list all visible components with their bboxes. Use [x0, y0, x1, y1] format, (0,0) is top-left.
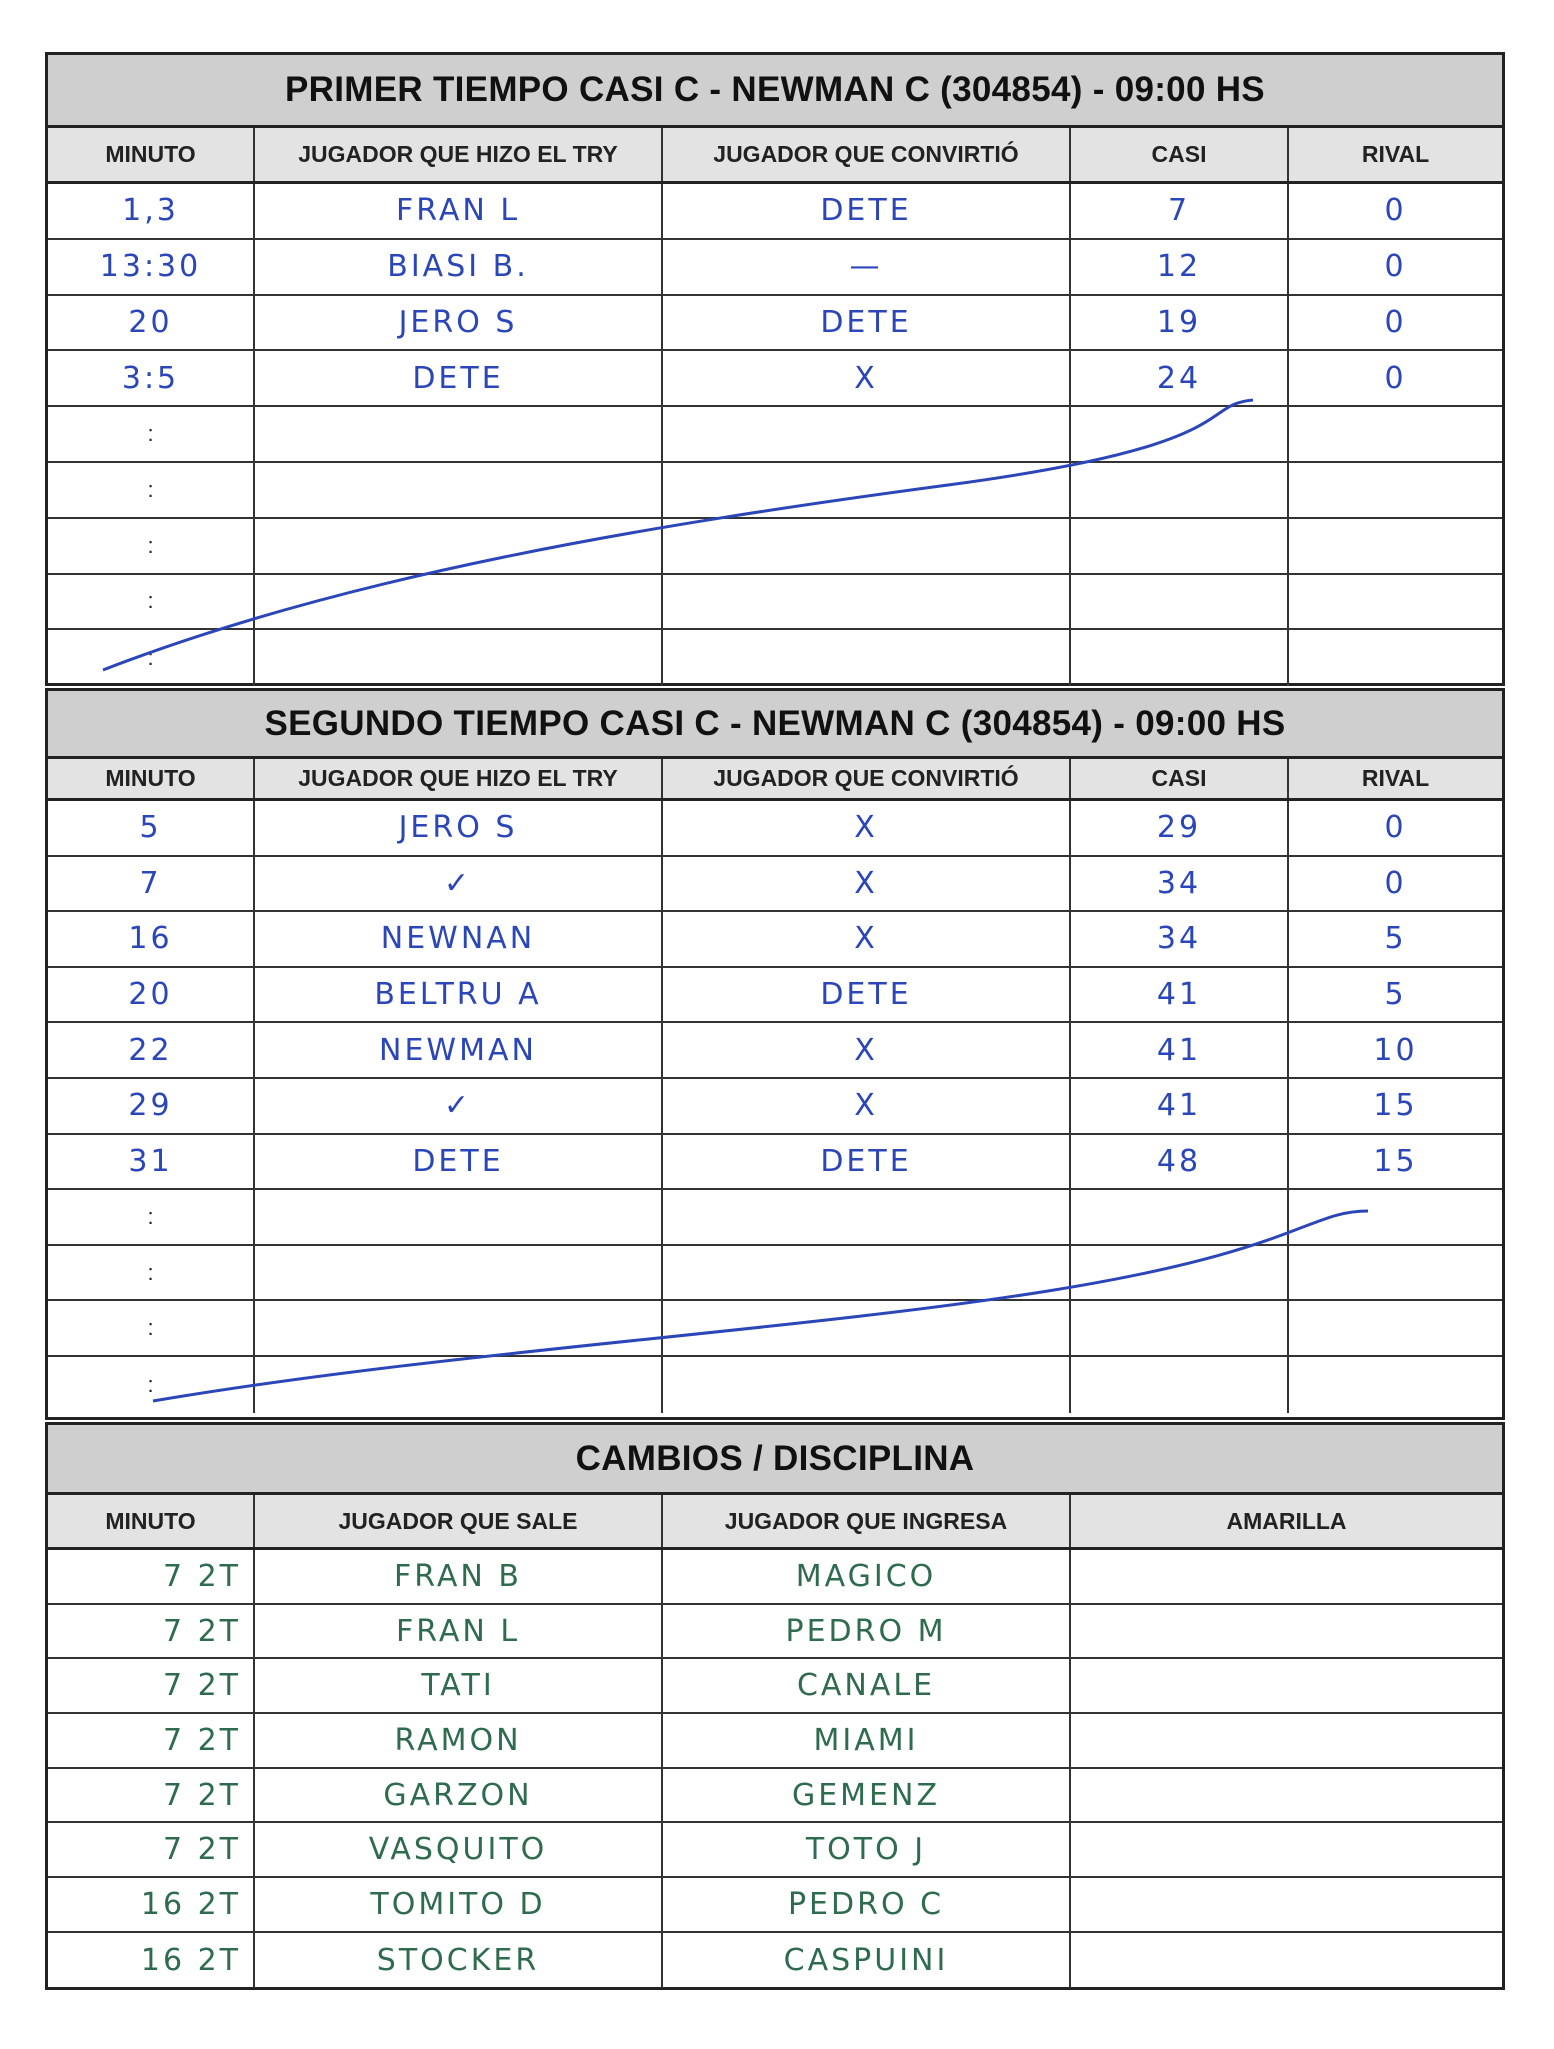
try-player-cell-text: DETE [412, 1143, 504, 1179]
table-row [48, 407, 1502, 463]
rival-score-cell [1289, 184, 1502, 238]
table-row [48, 968, 1502, 1024]
casi-score-cell-text: 29 [1156, 810, 1202, 846]
header-minuto: MINUTO [48, 128, 255, 181]
casi-score-cell-text: 7 [1167, 193, 1191, 229]
player-out-cell [255, 1714, 663, 1767]
conversion-player-cell [663, 1246, 1071, 1300]
minuto-cell [48, 463, 255, 517]
casi-score-cell [1071, 1301, 1289, 1355]
minuto-cell-text: 7 2T [162, 1722, 241, 1758]
try-player-cell [255, 857, 663, 911]
table-row [48, 1823, 1502, 1878]
yellow-card-cell [1071, 1823, 1502, 1876]
conversion-player-cell [663, 463, 1071, 517]
minuto-cell [48, 351, 255, 405]
rival-score-cell-text: 0 [1384, 360, 1407, 396]
minuto-cell [48, 1190, 255, 1244]
casi-score-cell [1071, 630, 1289, 686]
minuto-cell [48, 1605, 255, 1658]
try-player-cell [255, 1190, 663, 1244]
rival-score-cell [1289, 1079, 1502, 1133]
player-in-cell [663, 1550, 1071, 1603]
player-out-cell [255, 1659, 663, 1712]
casi-score-cell [1071, 1357, 1289, 1413]
table-row [48, 1190, 1502, 1246]
table-row [48, 1605, 1502, 1660]
conversion-player-cell [663, 519, 1071, 573]
second-half-header-row [48, 759, 1502, 801]
table-row [48, 1550, 1502, 1605]
yellow-card-cell [1071, 1605, 1502, 1658]
conversion-player-cell-text: X [854, 1088, 878, 1124]
minuto-cell-text: 3:5 [121, 360, 180, 396]
minuto-cell-text: 29 [128, 1088, 173, 1124]
header-rival: RIVAL [1361, 141, 1430, 167]
header-minuto: MINUTO [48, 759, 255, 798]
minuto-cell [48, 630, 255, 686]
header-conv: JUGADOR QUE CONVIRTIÓ [663, 759, 1071, 798]
minuto-cell-text: : [147, 476, 154, 502]
rival-score-cell-text: 0 [1384, 249, 1407, 285]
minuto-cell-text: 7 2T [162, 1668, 241, 1704]
changes-rows [48, 1550, 1502, 1988]
player-in-cell [663, 1823, 1071, 1876]
minuto-cell-text: 5 [139, 810, 162, 846]
minuto-cell [48, 857, 255, 911]
minuto-cell-text: 20 [128, 977, 173, 1013]
first-half-rows [48, 184, 1502, 686]
conversion-player-cell [663, 968, 1071, 1022]
player-out-cell-text: FRAN L [395, 1613, 521, 1649]
yellow-card-cell [1071, 1550, 1502, 1603]
conversion-player-cell-text: X [854, 810, 878, 846]
header-casi: CASI [1071, 128, 1289, 181]
casi-score-cell [1071, 857, 1289, 911]
try-player-cell-text: NEWNAN [380, 921, 536, 957]
player-in-cell [663, 1714, 1071, 1767]
player-out-cell [255, 1878, 663, 1931]
player-out-cell-text: VASQUITO [368, 1832, 548, 1868]
rival-score-cell [1289, 407, 1502, 461]
rival-score-cell [1289, 575, 1502, 629]
table-row [48, 1659, 1502, 1714]
casi-score-cell-text: 34 [1156, 865, 1202, 901]
table-row [48, 1135, 1502, 1191]
rival-score-cell-text: 0 [1384, 304, 1407, 340]
conversion-player-cell [663, 296, 1071, 350]
header-ingresa: JUGADOR QUE INGRESA [663, 1495, 1071, 1547]
conversion-player-cell [663, 351, 1071, 405]
minuto-cell [48, 968, 255, 1022]
casi-score-cell [1071, 968, 1289, 1022]
yellow-card-cell [1071, 1659, 1502, 1712]
rival-score-cell [1289, 968, 1502, 1022]
table-row [48, 857, 1502, 913]
minuto-cell-text: 7 2T [162, 1558, 241, 1594]
rival-score-cell-text: 15 [1373, 1088, 1418, 1124]
conversion-player-cell [663, 1190, 1071, 1244]
player-out-cell [255, 1769, 663, 1822]
try-player-cell-text: ✓ [443, 1088, 473, 1124]
minuto-cell [48, 801, 255, 855]
rival-score-cell-text: 0 [1384, 810, 1407, 846]
conversion-player-cell [663, 407, 1071, 461]
minuto-cell [48, 1659, 255, 1712]
header-amarilla: AMARILLA [1226, 1507, 1347, 1534]
minuto-cell-text: : [147, 532, 154, 558]
casi-score-cell [1071, 407, 1289, 461]
try-player-cell-text: NEWMAN [379, 1032, 537, 1068]
casi-score-cell [1071, 519, 1289, 573]
conversion-player-cell-text: — [849, 249, 883, 285]
try-player-cell [255, 240, 663, 294]
minuto-cell-text: : [147, 645, 154, 671]
try-player-cell-text: BIASI B. [387, 249, 529, 285]
yellow-card-cell [1071, 1714, 1502, 1767]
player-in-cell [663, 1878, 1071, 1931]
conversion-player-cell [663, 912, 1071, 966]
try-player-cell [255, 1023, 663, 1077]
try-player-cell [255, 407, 663, 461]
table-row [48, 1357, 1502, 1413]
rival-score-cell [1289, 857, 1502, 911]
player-out-cell [255, 1823, 663, 1876]
rival-score-cell-text: 0 [1384, 865, 1407, 901]
header-minuto: MINUTO [48, 1495, 255, 1547]
conversion-player-cell-text: DETE [820, 1143, 912, 1179]
table-row [48, 1878, 1502, 1933]
second-half-title: SEGUNDO TIEMPO CASI C - NEWMAN C (304854) - 09:00 HS [48, 691, 1502, 759]
minuto-cell [48, 1823, 255, 1876]
minuto-cell-text: : [147, 588, 154, 614]
player-in-cell-text: PEDRO M [785, 1613, 947, 1649]
minuto-cell [48, 1135, 255, 1189]
player-out-cell [255, 1550, 663, 1603]
minuto-cell [48, 519, 255, 573]
casi-score-cell [1071, 575, 1289, 629]
minuto-cell-text: 7 [139, 865, 162, 901]
minuto-cell-text: : [147, 1315, 154, 1341]
first-half-section [45, 52, 1505, 686]
player-in-cell-text: MAGICO [795, 1558, 937, 1594]
try-player-cell [255, 575, 663, 629]
try-player-cell [255, 1357, 663, 1413]
table-row [48, 1079, 1502, 1135]
rival-score-cell [1289, 519, 1502, 573]
try-player-cell [255, 1079, 663, 1133]
casi-score-cell [1071, 1135, 1289, 1189]
conversion-player-cell [663, 575, 1071, 629]
second-half-rows [48, 801, 1502, 1413]
table-row [48, 1246, 1502, 1302]
try-player-cell-text: JERO S [398, 304, 518, 340]
minuto-cell-text: 16 2T [140, 1886, 241, 1922]
casi-score-cell [1071, 1023, 1289, 1077]
table-row [48, 1769, 1502, 1824]
minuto-cell [48, 1714, 255, 1767]
rival-score-cell-text: 5 [1384, 921, 1407, 957]
conversion-player-cell-text: X [854, 921, 878, 957]
player-out-cell-text: TOMITO D [370, 1886, 546, 1922]
yellow-card-cell [1071, 1769, 1502, 1822]
try-player-cell [255, 296, 663, 350]
header-casi: CASI [1071, 759, 1289, 798]
casi-score-cell-text: 41 [1156, 977, 1202, 1013]
minuto-cell [48, 1878, 255, 1931]
minuto-cell [48, 1550, 255, 1603]
conversion-player-cell-text: DETE [820, 304, 912, 340]
minuto-cell-text: 22 [128, 1032, 173, 1068]
try-player-cell [255, 1246, 663, 1300]
header-conv: JUGADOR QUE CONVIRTIÓ [663, 128, 1071, 181]
try-player-cell [255, 519, 663, 573]
conversion-player-cell [663, 1079, 1071, 1133]
minuto-cell-text: : [147, 1259, 154, 1285]
player-in-cell-text: GEMENZ [791, 1777, 941, 1813]
casi-score-cell [1071, 801, 1289, 855]
try-player-cell-text: JERO S [398, 810, 518, 846]
yellow-card-cell [1071, 1933, 1502, 1988]
conversion-player-cell-text: X [854, 1032, 878, 1068]
minuto-cell [48, 1023, 255, 1077]
player-out-cell-text: TATI [421, 1668, 495, 1704]
minuto-cell-text: 16 2T [140, 1942, 241, 1978]
casi-score-cell [1071, 1079, 1289, 1133]
player-in-cell-text: CASPUINI [783, 1942, 949, 1978]
minuto-cell-text: 7 2T [162, 1777, 241, 1813]
minuto-cell [48, 296, 255, 350]
minuto-cell-text: 31 [128, 1143, 173, 1179]
player-out-cell-text: GARZON [383, 1777, 533, 1813]
table-row [48, 912, 1502, 968]
player-out-cell [255, 1933, 663, 1988]
minuto-cell [48, 1079, 255, 1133]
player-in-cell [663, 1933, 1071, 1988]
table-row [48, 184, 1502, 240]
try-player-cell-text: ✓ [443, 865, 473, 901]
casi-score-cell [1071, 463, 1289, 517]
player-out-cell-text: STOCKER [376, 1942, 540, 1978]
conversion-player-cell [663, 801, 1071, 855]
rival-score-cell [1289, 1190, 1502, 1244]
casi-score-cell-text: 41 [1156, 1032, 1202, 1068]
casi-score-cell [1071, 1190, 1289, 1244]
casi-score-cell [1071, 351, 1289, 405]
minuto-cell-text: : [147, 421, 154, 447]
yellow-card-cell [1071, 1878, 1502, 1931]
conversion-player-cell [663, 1135, 1071, 1189]
changes-section [45, 1422, 1505, 1990]
player-in-cell-text: PEDRO C [787, 1886, 945, 1922]
player-in-cell [663, 1605, 1071, 1658]
header-try: JUGADOR QUE HIZO EL TRY [255, 759, 663, 798]
casi-score-cell-text: 41 [1156, 1088, 1202, 1124]
try-player-cell [255, 1301, 663, 1355]
casi-score-cell-text: 12 [1156, 249, 1202, 285]
table-row [48, 1301, 1502, 1357]
conversion-player-cell [663, 1301, 1071, 1355]
player-out-cell [255, 1605, 663, 1658]
minuto-cell [48, 912, 255, 966]
try-player-cell [255, 912, 663, 966]
first-half-title: PRIMER TIEMPO CASI C - NEWMAN C (304854) - 09:00 HS [48, 55, 1502, 128]
table-row [48, 801, 1502, 857]
table-row [48, 1023, 1502, 1079]
second-half-section [45, 688, 1505, 1420]
rival-score-cell [1289, 351, 1502, 405]
rival-score-cell [1289, 912, 1502, 966]
minuto-cell [48, 407, 255, 461]
minuto-cell [48, 1246, 255, 1300]
table-row [48, 1933, 1502, 1988]
minuto-cell [48, 1301, 255, 1355]
conversion-player-cell-text: X [854, 360, 878, 396]
casi-score-cell-text: 48 [1156, 1143, 1202, 1179]
minuto-cell [48, 1769, 255, 1822]
rival-score-cell [1289, 463, 1502, 517]
rival-score-cell [1289, 296, 1502, 350]
minuto-cell-text: 20 [128, 304, 173, 340]
first-half-header-row [48, 128, 1502, 184]
minuto-cell-text: : [147, 1203, 154, 1229]
minuto-cell [48, 1933, 255, 1988]
conversion-player-cell-text: X [854, 865, 878, 901]
header-rival: RIVAL [1361, 765, 1430, 791]
conversion-player-cell [663, 857, 1071, 911]
rival-score-cell-text: 15 [1373, 1143, 1418, 1179]
try-player-cell-text: BELTRU A [374, 977, 542, 1013]
rival-score-cell [1289, 240, 1502, 294]
conversion-player-cell [663, 1357, 1071, 1413]
rival-score-cell-text: 5 [1384, 977, 1407, 1013]
conversion-player-cell-text: DETE [820, 193, 912, 229]
table-row [48, 463, 1502, 519]
try-player-cell [255, 630, 663, 686]
rival-score-cell [1289, 1246, 1502, 1300]
casi-score-cell [1071, 240, 1289, 294]
rival-score-cell-text: 0 [1384, 193, 1407, 229]
try-player-cell [255, 1135, 663, 1189]
table-row [48, 630, 1502, 686]
try-player-cell [255, 968, 663, 1022]
minuto-cell-text: 16 [128, 921, 173, 957]
minuto-cell [48, 240, 255, 294]
minuto-cell-text: 1,3 [122, 193, 179, 229]
header-sale: JUGADOR QUE SALE [255, 1495, 663, 1547]
rival-score-cell-text: 10 [1373, 1032, 1418, 1068]
try-player-cell-text: DETE [412, 360, 504, 396]
casi-score-cell-text: 19 [1156, 304, 1202, 340]
try-player-cell-text: FRAN L [395, 193, 521, 229]
player-out-cell-text: RAMON [394, 1722, 522, 1758]
table-row [48, 351, 1502, 407]
casi-score-cell [1071, 1246, 1289, 1300]
casi-score-cell-text: 24 [1156, 360, 1202, 396]
minuto-cell [48, 184, 255, 238]
conversion-player-cell-text: DETE [820, 977, 912, 1013]
table-row [48, 575, 1502, 631]
table-row [48, 519, 1502, 575]
try-player-cell [255, 463, 663, 517]
minuto-cell-text: 13:30 [99, 249, 202, 285]
rival-score-cell [1289, 1357, 1502, 1413]
rival-score-cell [1289, 1301, 1502, 1355]
changes-title: CAMBIOS / DISCIPLINA [48, 1425, 1502, 1495]
changes-header-row [48, 1495, 1502, 1550]
try-player-cell [255, 801, 663, 855]
table-row [48, 296, 1502, 352]
player-in-cell-text: CANALE [796, 1668, 936, 1704]
casi-score-cell [1071, 184, 1289, 238]
minuto-cell-text: : [147, 1371, 154, 1397]
conversion-player-cell [663, 630, 1071, 686]
rival-score-cell [1289, 801, 1502, 855]
casi-score-cell [1071, 296, 1289, 350]
table-row [48, 240, 1502, 296]
try-player-cell [255, 184, 663, 238]
player-in-cell [663, 1659, 1071, 1712]
header-try: JUGADOR QUE HIZO EL TRY [255, 128, 663, 181]
conversion-player-cell [663, 240, 1071, 294]
minuto-cell [48, 575, 255, 629]
player-in-cell-text: TOTO J [805, 1832, 927, 1868]
player-in-cell [663, 1769, 1071, 1822]
conversion-player-cell [663, 184, 1071, 238]
rival-score-cell [1289, 1023, 1502, 1077]
minuto-cell [48, 1357, 255, 1413]
rival-score-cell [1289, 1135, 1502, 1189]
minuto-cell-text: 7 2T [162, 1832, 241, 1868]
casi-score-cell [1071, 912, 1289, 966]
player-in-cell-text: MIAMI [813, 1722, 919, 1758]
minuto-cell-text: 7 2T [162, 1613, 241, 1649]
rival-score-cell [1289, 630, 1502, 686]
conversion-player-cell [663, 1023, 1071, 1077]
table-row [48, 1714, 1502, 1769]
player-out-cell-text: FRAN B [394, 1558, 522, 1594]
try-player-cell [255, 351, 663, 405]
casi-score-cell-text: 34 [1156, 921, 1202, 957]
